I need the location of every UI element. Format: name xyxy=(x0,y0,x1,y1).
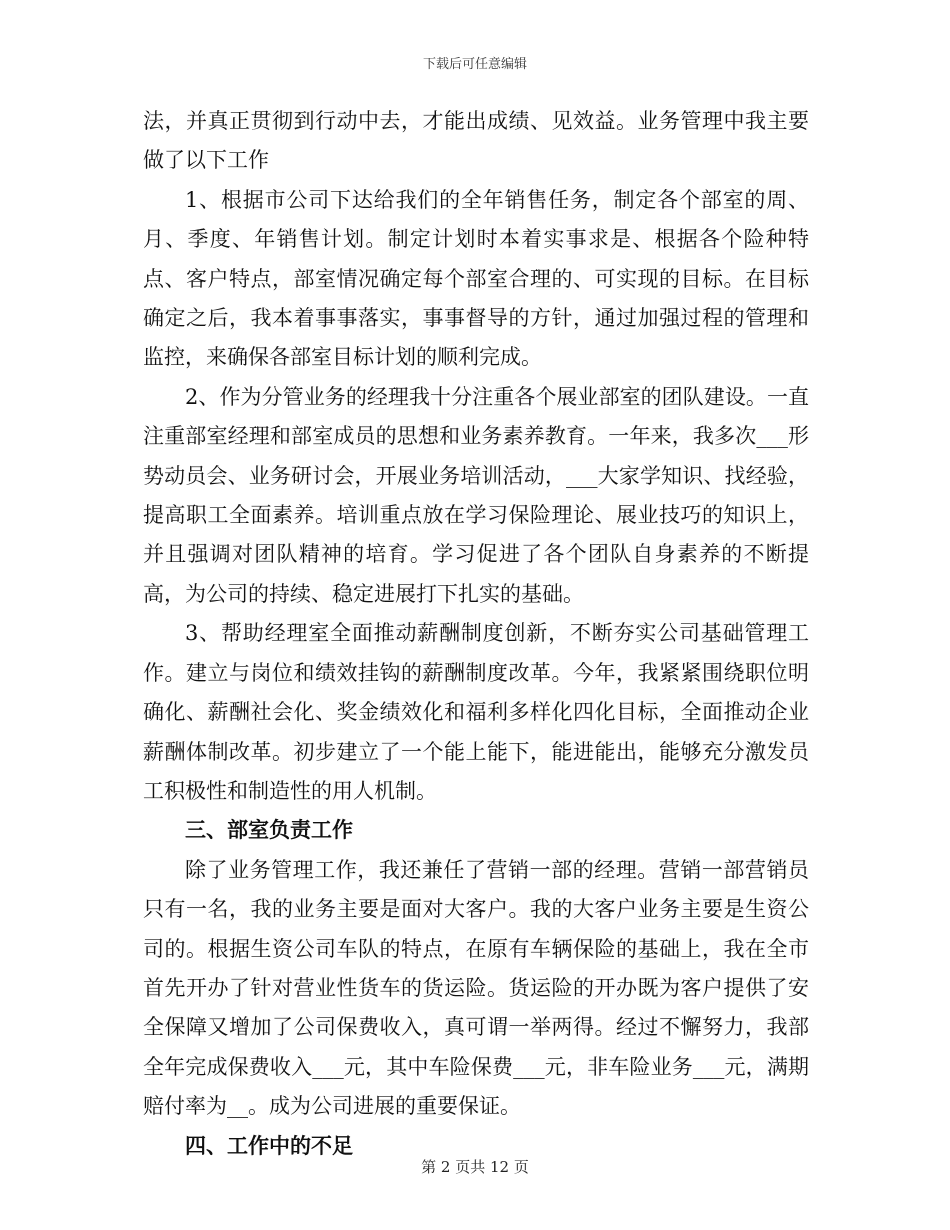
section-heading-3: 三、部室负责工作 xyxy=(185,818,353,843)
section-heading-4: 四、工作中的不足 xyxy=(185,1133,353,1158)
paragraph-continued: 法，并真正贯彻到行动中去，才能出成绩、见效益。业务管理中我主要做了以下工作 xyxy=(143,109,809,173)
document-body xyxy=(143,102,809,1166)
paragraph-item-2: 2、作为分管业务的经理我十分注重各个展业部室的团队建设。一直注重部室经理和部室成员的思想和业务素养教育。一年来，我多次___形势动员会、业务研讨会，开展业务培训活动，___大家学知识、找经验，提高职工全面素养。培训重点放在学习保险理论、展业技巧的知识上，并且强调对团队精神的培育。学习促进了各个团队自身素养的不断提高，为公司的持续、稳定进展打下扎实的基础。 xyxy=(143,384,809,606)
paragraph-item-3: 3、帮助经理室全面推动薪酬制度创新，不断夯实公司基础管理工作。建立与岗位和绩效挂钩的薪酬制度改革。今年，我紧紧围绕职位明确化、薪酬社会化、奖金绩效化和福利多样化四化目标，全面推动企业薪酬体制改革。初步建立了一个能上能下，能进能出，能够充分激发员工积极性和制造性的用人机制。 xyxy=(143,621,809,803)
paragraph-item-1: 1、根据市公司下达给我们的全年销售任务，制定各个部室的周、月、季度、年销售计划。制定计划时本着实事求是、根据各个险种特点、客户特点，部室情况确定每个部室合理的、可实现的目标。在目标确定之后，我本着事事落实，事事督导的方针，通过加强过程的管理和监控，来确保各部室目标计划的顺利完成。 xyxy=(143,187,809,370)
page-number: 第 2 页共 12 页 xyxy=(421,1158,529,1176)
paragraph-department-work: 除了业务管理工作，我还兼任了营销一部的经理。营销一部营销员只有一名，我的业务主要是面对大客户。我的大客户业务主要是生资公司的。根据生资公司车队的特点，在原有车辆保险的基础上，我在全市首先开办了针对营业性货车的货运险。货运险的开办既为客户提供了安全保障又增加了公司保费收入，真可谓一举两得。经过不懈努力，我部全年完成保费收入___元，其中车险保费___元，非车险业务___元，满期赔付率为__。成为公司进展的重要保证。 xyxy=(143,857,809,1119)
page-header-note: 下载后可任意编辑 xyxy=(422,57,527,72)
